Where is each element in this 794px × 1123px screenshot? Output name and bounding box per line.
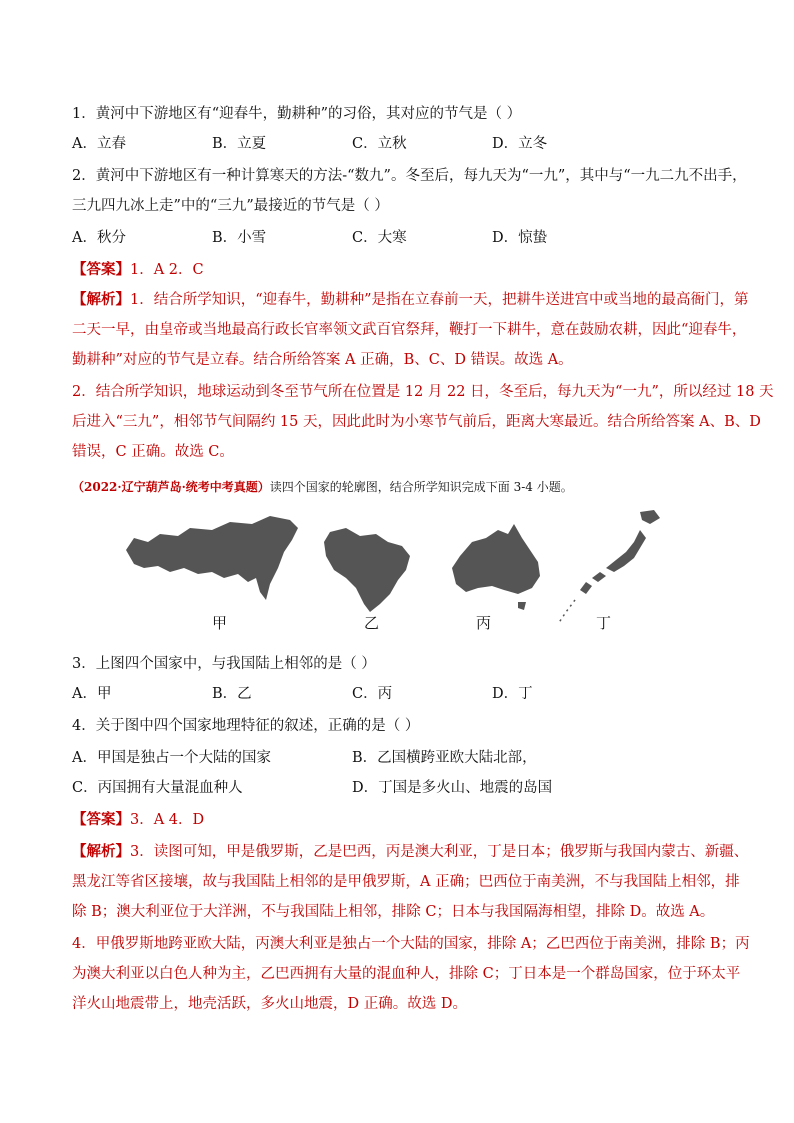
q4-stem: 4．关于图中四个国家地理特征的叙述，正确的是（ ） — [72, 718, 420, 734]
answer-tag: 【答案】 — [72, 811, 130, 828]
q3-option-b: B．乙 — [212, 686, 252, 702]
analysis-2-line6: 洋火山地震带上，地壳活跃，多火山地震，D 正确。故选 D。 — [72, 996, 467, 1012]
map-label-ding: 丁 — [596, 614, 612, 632]
q1-option-a: A．立春 — [72, 136, 126, 152]
japan-outline-icon — [580, 510, 660, 594]
analysis-text: 1．结合所学知识，“迎春牛，勤耕种”是指在立春前一天，把耕牛送进宫中或当地的最高衙门，第 — [130, 292, 749, 308]
q4-option-a: A．甲国是独占一个大陆的国家 — [72, 750, 271, 766]
analysis-2-line1 — [72, 842, 748, 862]
brazil-outline-icon — [324, 528, 410, 612]
q2-option-a: A．秋分 — [72, 230, 126, 246]
analysis-1-line6: 错误，C 正确。故选 C。 — [72, 444, 234, 460]
q1-option-d: D．立冬 — [492, 136, 548, 152]
q3-option-c: C．丙 — [352, 686, 393, 702]
analysis-2-line5: 为澳大利亚以白色人种为主，乙巴西拥有大量的混血种人，排除 C；丁日本是一个群岛国家，位于环太平 — [72, 966, 741, 982]
answer-tag: 【答案】 — [72, 261, 130, 278]
q1-stem: 1．黄河中下游地区有“迎春牛，勤耕种”的习俗，其对应的节气是（ ） — [72, 106, 522, 122]
analysis-1-line3: 勤耕种”对应的节气是立春。结合所给答案 A 正确，B、C、D 错误。故选 A。 — [72, 352, 573, 368]
q2-stem-line2: 三九四九冰上走”中的“三九”最接近的节气是（ ） — [72, 198, 389, 214]
q4-option-c: C．丙国拥有大量混血种人 — [72, 780, 243, 796]
analysis-tag: 【解析】 — [72, 843, 130, 860]
q3-option-a: A．甲 — [72, 686, 112, 702]
q4-option-d: D．丁国是多火山、地震的岛国 — [352, 780, 553, 796]
source-text: 读四个国家的轮廓图，结合所学知识完成下面 3-4 小题。 — [269, 480, 573, 494]
analysis-text: 3．读图可知，甲是俄罗斯，乙是巴西，丙是澳大利亚，丁是日本；俄罗斯与我国内蒙古、新疆、 — [130, 844, 749, 860]
answer-text: 1．A 2．C — [130, 262, 204, 278]
q2-option-c: C．大寒 — [352, 230, 407, 246]
russia-outline-icon — [126, 516, 298, 600]
answer-text: 3．A 4．D — [130, 812, 205, 828]
tasmania-outline-icon — [518, 602, 526, 610]
analysis-1-line2: 二天一早，由皇帝或当地最高行政长官率领文武百官祭拜，鞭打一下耕牛，意在鼓励农耕，因此“迎春牛， — [72, 322, 747, 338]
q3-stem: 3．上图四个国家中，与我国陆上相邻的是（ ） — [72, 656, 376, 672]
map-label-jia: 甲 — [212, 614, 228, 632]
q3-option-d: D．丁 — [492, 686, 533, 702]
q2-option-b: B．小雪 — [212, 230, 267, 246]
map-label-yi: 乙 — [364, 614, 380, 632]
source-tag: （2022·辽宁葫芦岛·统考中考真题） — [72, 480, 270, 494]
answer-block-1 — [72, 260, 204, 280]
okinawa-islands-icon — [558, 600, 575, 624]
analysis-tag: 【解析】 — [72, 291, 130, 308]
q1-option-c: C．立秋 — [352, 136, 407, 152]
map-label-bing: 丙 — [476, 614, 492, 632]
q1-option-b: B．立夏 — [212, 136, 267, 152]
australia-outline-icon — [452, 524, 540, 594]
answer-block-2 — [72, 810, 204, 830]
analysis-1-line4: 2．结合所学知识，地球运动到冬至节气所在位置是 12 月 22 日，冬至后，每九天为“一九”，所以经过 18 天 — [72, 384, 774, 400]
analysis-2-line3: 除 B；澳大利亚位于大洋洲，不与我国陆上相邻，排除 C；日本与我国隔海相望，排除 D。故选 A。 — [72, 904, 715, 920]
analysis-2-line2: 黑龙江等省区接壤，故与我国陆上相邻的是甲俄罗斯，A 正确；巴西位于南美洲，不与我国陆上相邻，排 — [72, 874, 740, 890]
q2-option-d: D．惊蛰 — [492, 230, 548, 246]
q4-option-b: B．乙国横跨亚欧大陆北部， — [352, 750, 537, 766]
q2-stem-line1: 2．黄河中下游地区有一种计算寒天的方法-“数九”。冬至后，每九天为“一九”，其中与“一九二九不出手， — [72, 168, 747, 184]
analysis-1-line5: 后进入“三九”，相邻节气间隔约 15 天，因此此时为小寒节气前后，距离大寒最近。结合所给答案 A、B、D — [72, 414, 761, 430]
analysis-1-line1 — [72, 290, 749, 310]
question-source — [72, 478, 573, 495]
analysis-2-line4: 4．甲俄罗斯地跨亚欧大陆，丙澳大利亚是独占一个大陆的国家，排除 A；乙巴西位于南美洲，排除 B；丙 — [72, 936, 750, 952]
